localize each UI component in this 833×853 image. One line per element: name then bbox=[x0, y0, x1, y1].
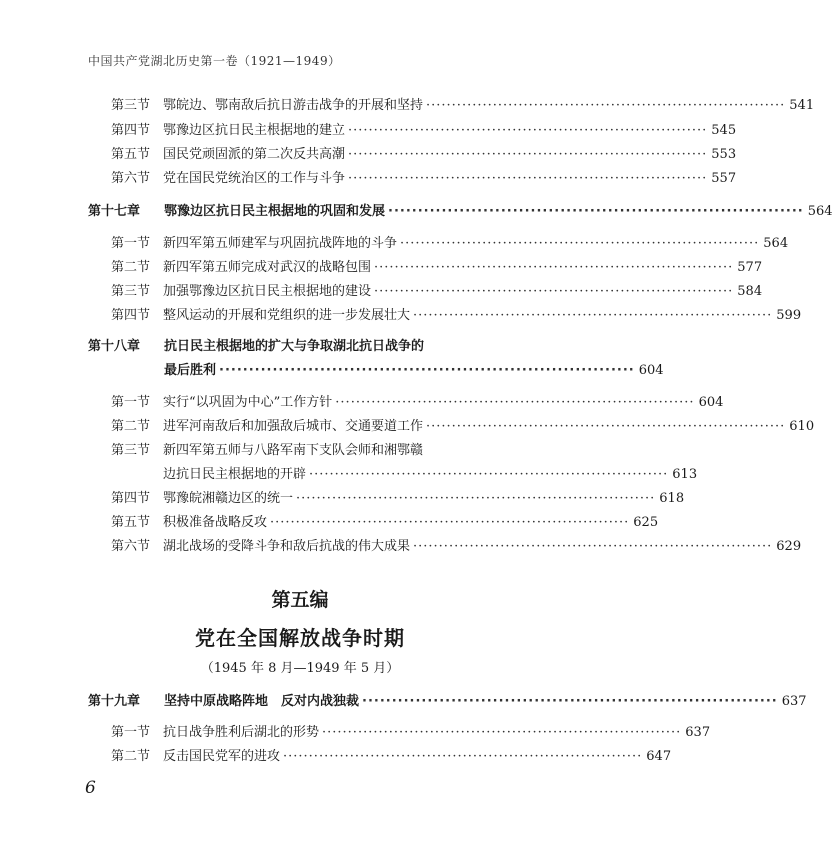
chapter-title-continued: 最后胜利 bbox=[164, 363, 217, 378]
leader-dots: ······································································ bbox=[309, 467, 669, 482]
chapter-label: 第十七章 bbox=[88, 204, 141, 219]
section-title: 鄂豫边区抗日民主根据地的建立 bbox=[163, 123, 346, 138]
leader-dots: ······································································ bbox=[283, 749, 643, 764]
section-label: 第六节 bbox=[111, 539, 151, 554]
leader-dots: ······································································ bbox=[348, 171, 708, 186]
section-label: 第一节 bbox=[111, 395, 151, 410]
leader-dots: ······································································ bbox=[362, 694, 778, 709]
section-title: 反击国民党军的进攻 bbox=[163, 749, 281, 764]
section-title: 国民党顽固派的第二次反共高潮 bbox=[163, 147, 346, 162]
part-number: 第五编 bbox=[271, 589, 329, 611]
page-number: 553 bbox=[711, 147, 737, 162]
section-label: 第一节 bbox=[111, 236, 151, 251]
section-title-continued: 边抗日民主根据地的开辟 bbox=[163, 467, 307, 482]
part-title: 党在全国解放战争时期 bbox=[195, 626, 405, 650]
chapter-entry[interactable] bbox=[88, 203, 833, 221]
section-label: 第三节 bbox=[111, 98, 151, 113]
section-title: 抗日战争胜利后湖北的形势 bbox=[163, 725, 320, 740]
chapter-title: 鄂豫边区抗日民主根据地的巩固和发展 bbox=[164, 204, 386, 219]
toc-entry[interactable] bbox=[111, 748, 672, 766]
chapter-entry[interactable] bbox=[88, 693, 807, 711]
toc-entry[interactable] bbox=[111, 307, 802, 325]
chapter-entry-continued[interactable] bbox=[164, 362, 664, 380]
page-number: 618 bbox=[659, 491, 685, 506]
section-label: 第五节 bbox=[111, 515, 151, 530]
running-head: 中国共产党湖北历史第一卷（1921—1949） bbox=[88, 54, 341, 68]
toc-entry[interactable] bbox=[111, 724, 711, 742]
page-number: 629 bbox=[776, 539, 802, 554]
page-number: 637 bbox=[685, 725, 711, 740]
page-number: 564 bbox=[807, 204, 833, 219]
toc-entry[interactable] bbox=[111, 442, 423, 460]
chapter-title: 抗日民主根据地的扩大与争取湖北抗日战争的 bbox=[164, 339, 425, 354]
section-label: 第五节 bbox=[111, 147, 151, 162]
section-title: 新四军第五师与八路军南下支队会师和湘鄂赣 bbox=[163, 443, 424, 458]
toc-entry[interactable] bbox=[111, 259, 763, 277]
leader-dots: ······································································ bbox=[426, 98, 786, 113]
section-title: 鄂豫皖湘赣边区的统一 bbox=[163, 491, 294, 506]
page-number: 610 bbox=[789, 419, 815, 434]
section-label: 第二节 bbox=[111, 749, 151, 764]
toc-entry[interactable] bbox=[111, 490, 685, 508]
toc-entry[interactable] bbox=[111, 122, 737, 140]
leader-dots: ······································································ bbox=[348, 147, 708, 162]
section-label: 第三节 bbox=[111, 284, 151, 299]
section-label: 第四节 bbox=[111, 123, 151, 138]
section-title: 积极准备战略反攻 bbox=[163, 515, 268, 530]
section-title: 党在国民党统治区的工作与斗争 bbox=[163, 171, 346, 186]
section-title: 新四军第五师完成对武汉的战略包围 bbox=[163, 260, 372, 275]
section-title: 新四军第五师建军与巩固抗战阵地的斗争 bbox=[163, 236, 398, 251]
toc-entry[interactable] bbox=[111, 538, 802, 556]
leader-dots: ······································································ bbox=[348, 123, 708, 138]
page-number: 604 bbox=[698, 395, 724, 410]
leader-dots: ······································································ bbox=[388, 204, 804, 219]
section-label: 第二节 bbox=[111, 419, 151, 434]
toc-entry[interactable] bbox=[111, 170, 737, 188]
section-title: 进军河南敌后和加强敌后城市、交通要道工作 bbox=[163, 419, 424, 434]
page-number: 599 bbox=[776, 308, 802, 323]
page-number: 625 bbox=[633, 515, 659, 530]
page-number: 564 bbox=[763, 236, 789, 251]
leader-dots: ······································································ bbox=[413, 539, 773, 554]
chapter-title: 坚持中原战略阵地 反对内战独裁 bbox=[164, 694, 360, 709]
section-title: 实行“以巩固为中心”工作方针 bbox=[163, 395, 333, 410]
page-number: 557 bbox=[711, 171, 737, 186]
chapter-entry[interactable] bbox=[88, 338, 424, 356]
leader-dots: ······································································ bbox=[219, 363, 635, 378]
section-label: 第四节 bbox=[111, 308, 151, 323]
leader-dots: ······································································ bbox=[413, 308, 773, 323]
section-title: 加强鄂豫边区抗日民主根据地的建设 bbox=[163, 284, 372, 299]
toc-entry[interactable] bbox=[111, 97, 815, 115]
leader-dots: ······································································ bbox=[335, 395, 695, 410]
section-title: 整风运动的开展和党组织的进一步发展壮大 bbox=[163, 308, 411, 323]
section-label: 第四节 bbox=[111, 491, 151, 506]
section-title: 湖北战场的受降斗争和敌后抗战的伟大成果 bbox=[163, 539, 411, 554]
page-number: 604 bbox=[638, 363, 664, 378]
chapter-label: 第十八章 bbox=[88, 339, 141, 354]
leader-dots: ······································································ bbox=[400, 236, 760, 251]
leader-dots: ······································································ bbox=[296, 491, 656, 506]
section-label: 第三节 bbox=[111, 443, 151, 458]
chapter-label: 第十九章 bbox=[88, 694, 141, 709]
page-number: 637 bbox=[781, 694, 807, 709]
toc-entry[interactable] bbox=[111, 418, 815, 436]
page-number: 577 bbox=[737, 260, 763, 275]
page-number: 584 bbox=[737, 284, 763, 299]
part-dates: （1945 年 8 月—1949 年 5 月） bbox=[200, 661, 400, 676]
section-title: 鄂皖边、鄂南敌后抗日游击战争的开展和坚持 bbox=[163, 98, 424, 113]
page-number: 647 bbox=[646, 749, 672, 764]
page-number: 613 bbox=[672, 467, 698, 482]
section-label: 第二节 bbox=[111, 260, 151, 275]
toc-entry[interactable] bbox=[111, 394, 724, 412]
toc-entry[interactable] bbox=[111, 146, 737, 164]
leader-dots: ······································································ bbox=[426, 419, 786, 434]
toc-entry[interactable] bbox=[111, 235, 789, 253]
toc-entry[interactable] bbox=[111, 514, 659, 532]
page-number: 541 bbox=[789, 98, 815, 113]
section-label: 第六节 bbox=[111, 171, 151, 186]
leader-dots: ······································································ bbox=[374, 260, 734, 275]
leader-dots: ······································································ bbox=[322, 725, 682, 740]
section-label: 第一节 bbox=[111, 725, 151, 740]
toc-entry[interactable] bbox=[111, 283, 763, 301]
toc-entry-continued[interactable] bbox=[163, 466, 698, 484]
leader-dots: ······································································ bbox=[270, 515, 630, 530]
page-number: 545 bbox=[711, 123, 737, 138]
leader-dots: ······································································ bbox=[374, 284, 734, 299]
page-folio: 6 bbox=[85, 778, 96, 798]
